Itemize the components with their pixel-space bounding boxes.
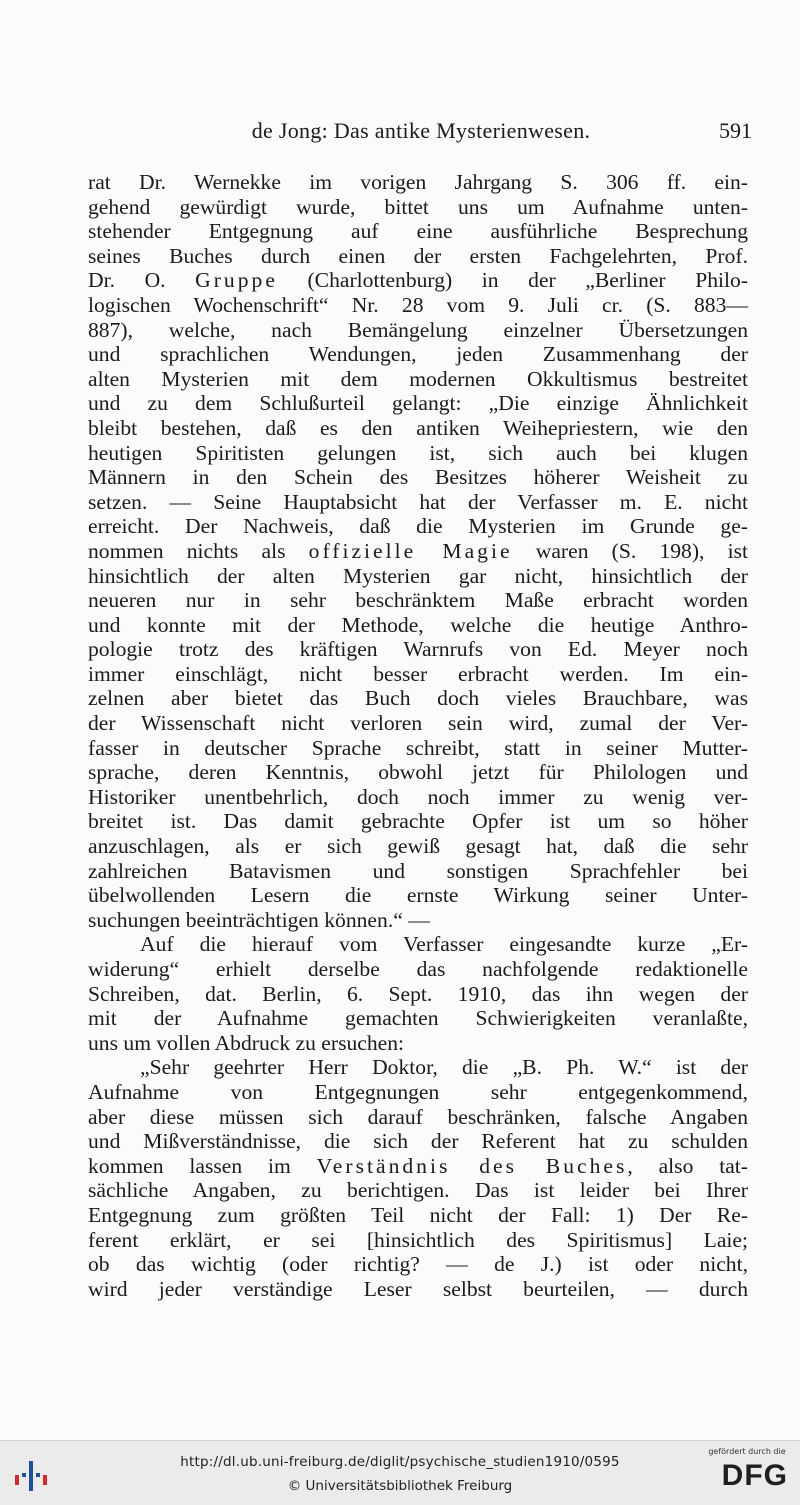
text-segment: heutigen Spiritisten gelungen ist, sich auch bei klugen [88,440,748,465]
text-segment: mit der Aufnahme gemachten Schwierigkeiten veranlaßte, [88,1006,748,1031]
funding-note: gefördert durch die [708,1447,786,1456]
text-segment: anzuschlagen, als er sich gewiß gesagt hat, daß die sehr [88,834,748,859]
text-line [88,957,748,982]
text-segment: stehender Entgegnung auf eine ausführliche Besprechung [88,219,748,244]
text-segment: und zu dem Schlußurteil gelangt: „Die einzige Ähnlichkeit [88,391,748,416]
text-segment: und Mißverständnisse, die sich der Referent hat zu schulden [88,1129,748,1154]
text-line [88,1031,748,1056]
text-segment: , also tat- [627,1153,748,1178]
text-line [88,1006,748,1031]
text-segment: widerung“ erhielt derselbe das nachfolgende redaktionelle [88,957,748,981]
permalink-url[interactable]: http://dl.ub.uni-freiburg.de/diglit/psychische_studien1910/0595 [180,1454,620,1470]
text-segment: Männern in den Schein des Besitzes höherer Weisheit zu [88,465,748,490]
text-line [88,441,748,466]
spaced-emphasis-text: offizielle Magie [308,538,513,563]
text-segment: Auf die hierauf vom Verfasser eingesandte kurze „Er- [140,932,748,957]
text-line [88,637,748,662]
text-line [88,1228,748,1253]
text-segment: Historiker unentbehrlich, doch noch immer zu wenig ver- [88,784,748,809]
text-segment: breitet ist. Das damit gebrachte Opfer ist um so höher [88,809,748,834]
text-line [88,514,748,539]
copyright-notice: © Universitätsbibliothek Freiburg [287,1478,513,1494]
text-segment: kommen lassen im [88,1153,317,1178]
text-segment: alten Mysterien mit dem modernen Okkultismus bestreitet [88,366,748,391]
text-segment: immer einschlägt, nicht besser erbracht werden. Im ein- [88,661,748,686]
text-line [88,170,748,195]
text-segment: und sprachlichen Wendungen, jeden Zusammenhang der [88,342,748,367]
text-segment: 887), welche, nach Bemängelung einzelner Übersetzungen [88,317,748,342]
text-line [88,1277,748,1302]
text-line [88,293,748,318]
dfg-logo [702,1447,792,1501]
text-segment: seines Buches durch einen der ersten Fachgelehrten, Prof. [88,243,748,268]
text-segment: Schreiben, dat. Berlin, 6. Sept. 1910, das ihn wegen der [88,981,748,1006]
text-segment: übelwollenden Lesern die ernste Wirkung seiner Unter- [88,883,748,908]
text-line [88,834,748,859]
text-segment: neueren nur in sehr beschränktem Maße erbracht worden [88,588,748,613]
text-line [88,416,748,441]
text-line [88,1055,748,1080]
page-header [90,118,752,148]
text-segment: logischen Wochenschrift“ Nr. 28 vom 9. Juli cr. (S. 883— [88,292,748,317]
text-segment: Entgegnung zum größten Teil nicht der Fall: 1) Der Re- [88,1202,748,1227]
spaced-emphasis-text: Verständnis des Buches [316,1153,628,1178]
text-line [88,711,748,736]
text-segment: „Sehr geehrter Herr Doktor, die „B. Ph. W.“ ist der [140,1055,748,1080]
text-line [88,613,748,638]
text-segment: pologie trotz des kräftigen Warnrufs von Ed. Meyer noch [88,637,748,662]
text-segment: sächliche Angaben, zu berichtigen. Das ist leider bei Ihrer [88,1178,748,1203]
text-line [88,219,748,244]
dfg-logo-text: DFG [721,1459,788,1492]
text-segment: rat Dr. Wernekke im vorigen Jahrgang S. 306 ff. ein- [88,170,748,194]
text-line [88,859,748,884]
running-title: de Jong: Das antike Mysterienwesen. [251,118,591,143]
text-line [88,736,748,761]
text-line [88,1203,748,1228]
text-line [88,908,748,933]
text-segment: suchungen beeinträchtigen können.“ — [88,907,430,932]
text-segment: waren (S. 198), ist [512,538,748,563]
text-line [88,1129,748,1154]
text-line [88,367,748,392]
text-line [88,588,748,613]
text-segment: (Charlottenburg) in der „Berliner Philo- [277,268,748,293]
text-line [88,785,748,810]
text-line [88,1105,748,1130]
text-segment: uns um vollen Abdruck zu ersuchen: [88,1030,405,1055]
body-text [88,170,748,1301]
spaced-emphasis-text: Gruppe [195,268,278,293]
text-segment: aber diese müssen sich darauf beschränken, falsche Angaben [88,1104,748,1129]
text-segment: Dr. O. [88,268,196,293]
text-line [88,1154,748,1179]
text-line [88,1178,748,1203]
text-segment: wird jeder verständige Leser selbst beurteilen, — durch [88,1276,748,1301]
text-segment: bleibt bestehen, daß es den antiken Weihepriestern, wie den [88,415,748,440]
text-line [88,809,748,834]
text-line [88,932,748,957]
text-line [88,391,748,416]
text-line [88,244,748,269]
text-segment: hinsichtlich der alten Mysterien gar nicht, hinsichtlich der [88,563,748,588]
text-line [88,564,748,589]
text-line [88,760,748,785]
text-segment: zelnen aber bietet das Buch doch vieles Brauchbare, was [88,686,748,711]
text-line [88,342,748,367]
text-segment: Aufnahme von Entgegnungen sehr entgegenkommend, [88,1079,748,1104]
text-line [88,982,748,1007]
text-segment: erreicht. Der Nachweis, daß die Mysterien im Grunde ge- [88,514,748,539]
text-line [88,686,748,711]
text-segment: nommen nichts als [88,538,309,563]
text-line [88,490,748,515]
text-line [88,662,748,687]
text-segment: ferent erklärt, er sei [hinsichtlich des Spiritismus] Laie; [88,1227,748,1252]
text-segment: zahlreichen Batavismen und sonstigen Sprachfehler bei [88,858,748,883]
text-line [88,465,748,490]
text-segment: fasser in deutscher Sprache schreibt, statt in seiner Mutter- [88,735,748,760]
text-segment: setzen. — Seine Hauptabsicht hat der Verfasser m. E. nicht [88,489,748,514]
text-segment: ob das wichtig (oder richtig? — de J.) ist oder nicht, [88,1252,748,1277]
page-number: 591 [719,118,752,143]
text-segment: gehend gewürdigt wurde, bittet uns um Aufnahme unten- [88,194,748,219]
text-line [88,883,748,908]
viewer-footer [0,1440,800,1505]
text-line [88,268,748,293]
text-segment: und konnte mit der Methode, welche die heutige Anthro- [88,612,748,637]
text-line [88,1080,748,1105]
text-segment: sprache, deren Kenntnis, obwohl jetzt für Philologen und [88,760,748,785]
text-line [88,1252,748,1277]
text-segment: der Wissenschaft nicht verloren sein wird, zumal der Ver- [88,711,748,736]
text-line [88,195,748,220]
text-line [88,318,748,343]
text-line [88,539,748,564]
